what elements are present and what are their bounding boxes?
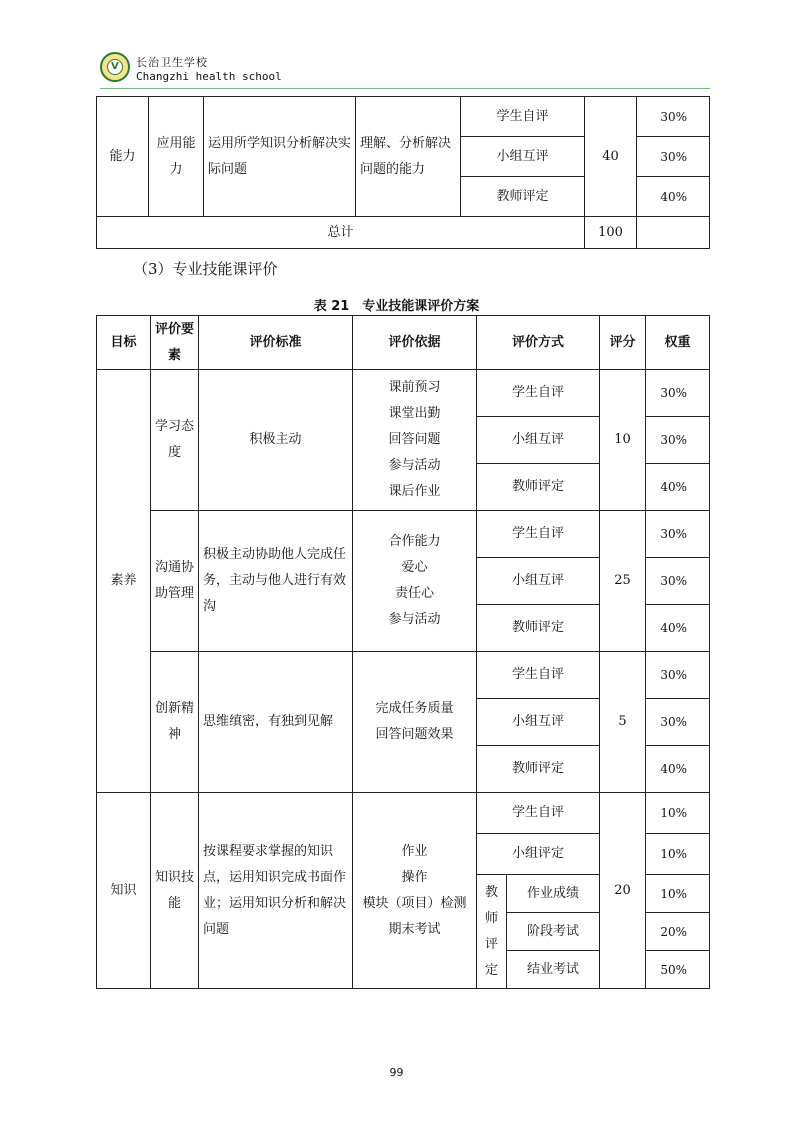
page-number: 99 — [389, 1066, 404, 1079]
weight-cell: 10% — [646, 875, 710, 913]
weight-cell: 30% — [637, 137, 710, 177]
method-cell: 学生自评 — [477, 652, 600, 699]
section-subheading: （3）专业技能课评价 — [133, 260, 278, 278]
element-cell: 应用能力 — [149, 97, 204, 217]
page-header — [100, 50, 710, 92]
header-score: 评分 — [600, 316, 646, 370]
standard-cell: 思维缜密，有独到见解 — [199, 652, 353, 793]
basis-item: 责任心 — [394, 586, 434, 601]
standard-cell: 积极主动协助他人完成任务，主动与他人进行有效沟 — [199, 511, 353, 652]
weight-cell: 30% — [646, 370, 710, 417]
score-cell: 5 — [600, 652, 646, 793]
method-cell: 小组互评 — [461, 137, 585, 177]
target-suyang: 素养 — [97, 370, 151, 793]
score-cell: 40 — [585, 97, 637, 217]
teacher-sub-method: 阶段考试 — [507, 913, 600, 951]
weight-cell: 30% — [646, 652, 710, 699]
method-cell: 学生自评 — [477, 793, 600, 834]
basis-cell: 理解、分析解决问题的能力 — [356, 97, 461, 217]
method-cell: 教师评定 — [477, 746, 600, 793]
basis-item: 操作 — [401, 869, 428, 885]
teacher-eval-label: 教师评定 — [477, 875, 507, 989]
element-cell: 创新精神 — [151, 652, 199, 793]
basis-item: 爱心 — [401, 560, 428, 575]
basis-item: 课后作业 — [388, 484, 441, 499]
method-cell: 教师评定 — [477, 605, 600, 652]
header-divider — [100, 88, 710, 89]
basis-item: 期末考试 — [388, 921, 441, 937]
weight-cell: 40% — [646, 605, 710, 652]
method-cell: 小组互评 — [477, 558, 600, 605]
method-cell: 小组互评 — [477, 417, 600, 464]
weight-cell: 10% — [646, 793, 710, 834]
school-logo: V — [100, 52, 130, 82]
basis-item: 参与活动 — [388, 612, 441, 627]
element-cell: 沟通协助管理 — [151, 511, 199, 652]
school-name-cn: 长治卫生学校 — [136, 56, 208, 69]
weight-cell: 30% — [646, 511, 710, 558]
target-cell: 能力 — [97, 97, 149, 217]
ability-table — [96, 96, 710, 249]
header-weight: 权重 — [646, 316, 710, 370]
total-value: 100 — [585, 217, 637, 249]
basis-item: 课前预习 — [388, 380, 441, 395]
weight-cell: 40% — [646, 746, 710, 793]
header-method: 评价方式 — [477, 316, 600, 370]
weight-cell: 30% — [646, 417, 710, 464]
standard-cell: 运用所学知识分析解决实际问题 — [204, 97, 356, 217]
basis-item: 参与活动 — [388, 458, 441, 473]
basis-cell — [353, 793, 477, 989]
score-cell: 10 — [600, 370, 646, 511]
standard-cell: 按课程要求掌握的知识点，运用知识完成书面作业；运用知识分析和解决问题 — [199, 793, 353, 989]
basis-item: 完成任务质量 — [375, 701, 454, 716]
table-caption: 表 21 专业技能课评价方案 — [313, 299, 480, 314]
basis-item: 作业 — [401, 843, 428, 859]
weight-cell: 30% — [646, 699, 710, 746]
basis-item: 课堂出勤 — [388, 406, 441, 421]
method-cell: 教师评定 — [461, 177, 585, 217]
weight-cell: 30% — [646, 558, 710, 605]
weight-cell: 50% — [646, 951, 710, 989]
method-cell: 学生自评 — [477, 370, 600, 417]
basis-item: 模块（项目）检测 — [362, 895, 467, 911]
method-cell: 小组互评 — [477, 699, 600, 746]
method-cell: 学生自评 — [461, 97, 585, 137]
header-element: 评价要素 — [151, 316, 199, 370]
header-target: 目标 — [97, 316, 151, 370]
method-cell: 学生自评 — [477, 511, 600, 558]
score-cell: 20 — [600, 793, 646, 989]
basis-cell — [353, 652, 477, 793]
weight-cell: 40% — [646, 464, 710, 511]
total-weight-empty — [637, 217, 710, 249]
basis-item: 回答问题效果 — [375, 727, 454, 742]
basis-cell — [353, 370, 477, 511]
basis-cell — [353, 511, 477, 652]
element-cell: 学习态度 — [151, 370, 199, 511]
basis-item: 回答问题 — [388, 432, 441, 447]
teacher-sub-method: 结业考试 — [507, 951, 600, 989]
score-cell: 25 — [600, 511, 646, 652]
total-label: 总计 — [97, 217, 585, 249]
method-cell: 小组评定 — [477, 834, 600, 875]
element-cell: 知识技能 — [151, 793, 199, 989]
header-basis: 评价依据 — [353, 316, 477, 370]
weight-cell: 10% — [646, 834, 710, 875]
weight-cell: 40% — [637, 177, 710, 217]
standard-cell: 积极主动 — [199, 370, 353, 511]
school-name-en: Changzhi health school — [136, 70, 282, 83]
weight-cell: 30% — [637, 97, 710, 137]
weight-cell: 20% — [646, 913, 710, 951]
teacher-sub-method: 作业成绩 — [507, 875, 600, 913]
method-cell: 教师评定 — [477, 464, 600, 511]
basis-item: 合作能力 — [388, 534, 441, 549]
header-standard: 评价标准 — [199, 316, 353, 370]
skills-evaluation-table — [96, 315, 710, 989]
target-zhishi: 知识 — [97, 793, 151, 989]
